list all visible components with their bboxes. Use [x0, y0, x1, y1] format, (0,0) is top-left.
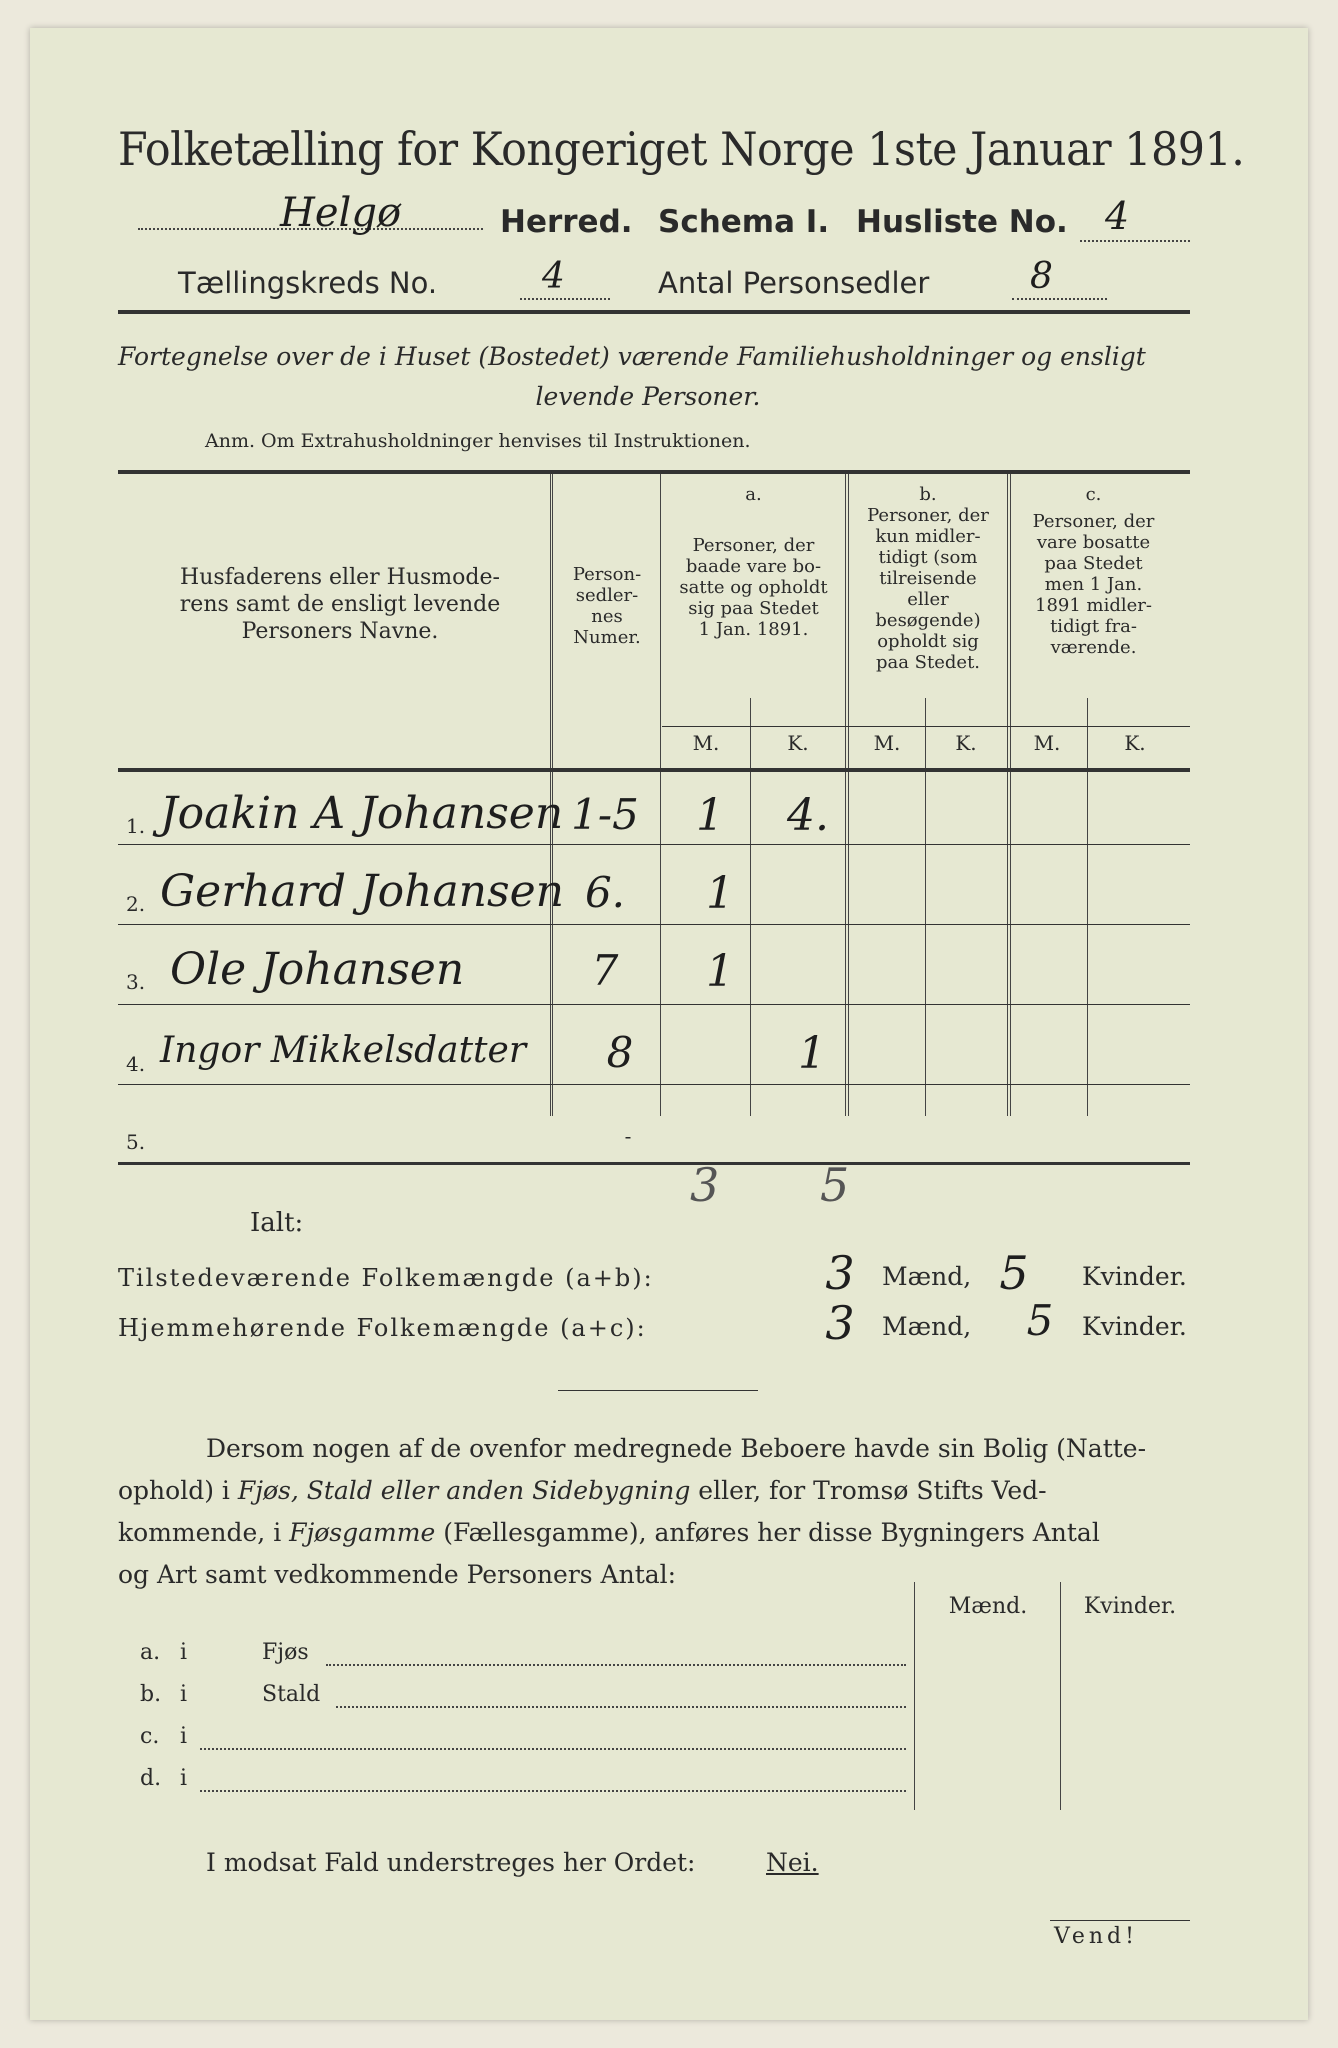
husliste-value: 4 — [1105, 194, 1130, 238]
herred-value: Helgø — [280, 190, 402, 236]
tilst-k: 5 — [999, 1246, 1029, 1300]
buildings-p3: kommende, i Fjøsgamme (Fællesgamme), anføres her disse Bygningers Antal — [118, 1518, 1100, 1547]
herred-label: Herred. — [500, 204, 633, 240]
bld-kvinder-header: Kvinder. — [1083, 1594, 1177, 1619]
table-top-rule — [118, 470, 1190, 474]
modsat-text: I modsat Fald understreges her Ordet: — [206, 1848, 696, 1877]
buildings-p2: ophold) i Fjøs, Stald eller anden Sidebygning eller, for Tromsø Stifts Ved- — [118, 1476, 1047, 1505]
census-form: Folketælling for Kongeriget Norge 1ste Januar 1891. Helgø Herred. Schema I. Husliste No. 4 Tællingskreds No. 4 Antal Personsedler 8 Fortegnelse over de i Huset (Bostedet) værende Familiehusholdninger og ensligt levende Personer. Anm. Om Extrahusholdninger henvises til Instruktionen. Husfaderens eller Husmode- rens samt de ensligt levende Personers Navne. Person- sedler- nes Numer. a. Personer, der baade vare bo- satte og opholdt sig paa Stedet 1 Jan. 1891. b. Personer, der kun midler- tidigt (som tilreisende eller besøgende) opholdt sig paa Stedet. c. Personer, der vare bosatte paa Stedet men 1 Jan. 1891 midler- tidigt fra- værende. M. K. M. K. M. K. 1. Joakin A Johansen 1-5 1 4. 2. Gerhard Johansen 6. 1 3. Ole Johansen 7 1 4. Ingor Mikkelsdatter 8 1 5. - Ialt: 3 5 Tilstedeværende Folkemængde (a+b): 3 Mænd, 5 Kvinder. Hjemmehørende Folkemængde (a+c): 3 Mænd, 5 Kvinder. Dersom nogen af de ovenfor medregnede Beboere havde sin Bolig (Natte- ophold) i Fjøs, Stald eller anden Sidebygning eller, for Tromsø Stifts Ved- kommende, i Fjøsgamme (Fællesgamme), anføres her disse Bygningers Antal og Art samt vedkommende Personers Antal: Mænd. Kvinder. a. i Fjøs b. i Stald c. i d. i I modsat Fald understreges her Ordet: Nei. Vend! — [30, 28, 1308, 2020]
col-name-header: Husfaderens eller Husmode- rens samt de ensligt levende Personers Navne. — [179, 565, 501, 644]
anm-note: Anm. Om Extrahusholdninger henvises til Instruktionen. — [205, 430, 751, 452]
separator — [558, 1390, 758, 1391]
buildings-p4: og Art samt vedkommende Personers Antal: — [118, 1560, 677, 1589]
b-m-label: M. — [873, 731, 901, 755]
bld-maend-header: Mænd. — [948, 1594, 1028, 1619]
antal-label: Antal Personsedler — [658, 266, 930, 300]
col-num-header: Person- sedler- nes Numer. — [572, 564, 642, 648]
hjem-kvinder: Kvinder. — [1082, 1312, 1187, 1341]
tilst-kvinder: Kvinder. — [1082, 1262, 1187, 1291]
tilst-m: 3 — [825, 1246, 855, 1300]
hjem-k: 5 — [1026, 1296, 1054, 1345]
hjem-maend: Mænd, — [882, 1312, 972, 1341]
b-k-label: K. — [955, 731, 977, 755]
vend-label: Vend! — [1054, 1924, 1138, 1949]
sum-m: 3 — [690, 1158, 720, 1212]
antal-value: 8 — [1030, 256, 1053, 297]
kreds-label: Tællingskreds No. — [178, 266, 438, 300]
table-header-rule — [118, 768, 1190, 772]
hjem-label: Hjemmehørende Folkemængde (a+c): — [118, 1314, 647, 1342]
buildings-p1: Dersom nogen af de ovenfor medregnede Beboere havde sin Bolig (Natte- — [206, 1434, 1147, 1463]
header-rule — [118, 310, 1190, 314]
husliste-label: Husliste No. — [856, 204, 1068, 240]
col-c-header: c. Personer, der vare bosatte paa Stedet men 1 Jan. 1891 midler- tidigt fra- værende. — [1032, 484, 1155, 658]
col-a-header: a. Personer, der baade vare bo- satte og opholdt sig paa Stedet 1 Jan. 1891. — [679, 484, 828, 640]
a-k-label: K. — [787, 731, 809, 755]
a-m-label: M. — [692, 731, 720, 755]
sum-k: 5 — [820, 1158, 850, 1212]
tilst-label: Tilstedeværende Folkemængde (a+b): — [118, 1264, 654, 1292]
c-k-label: K. — [1124, 731, 1146, 755]
ialt-label: Ialt: — [250, 1208, 304, 1238]
hjem-m: 3 — [825, 1296, 855, 1350]
intro-line2: levende Personer. — [535, 382, 761, 411]
c-m-label: M. — [1033, 731, 1061, 755]
form-title: Folketælling for Kongeriget Norge 1ste Januar 1891. — [118, 122, 1245, 176]
schema-label: Schema I. — [658, 204, 830, 240]
tilst-maend: Mænd, — [882, 1262, 972, 1291]
col-b-header: b. Personer, der kun midler- tidigt (som tilreisende eller besøgende) opholdt sig paa Stedet. — [867, 484, 989, 673]
nei-word: Nei. — [766, 1848, 819, 1877]
intro-line1: Fortegnelse over de i Huset (Bostedet) værende Familiehusholdninger og ensligt — [118, 342, 1146, 371]
kreds-value: 4 — [542, 256, 565, 297]
